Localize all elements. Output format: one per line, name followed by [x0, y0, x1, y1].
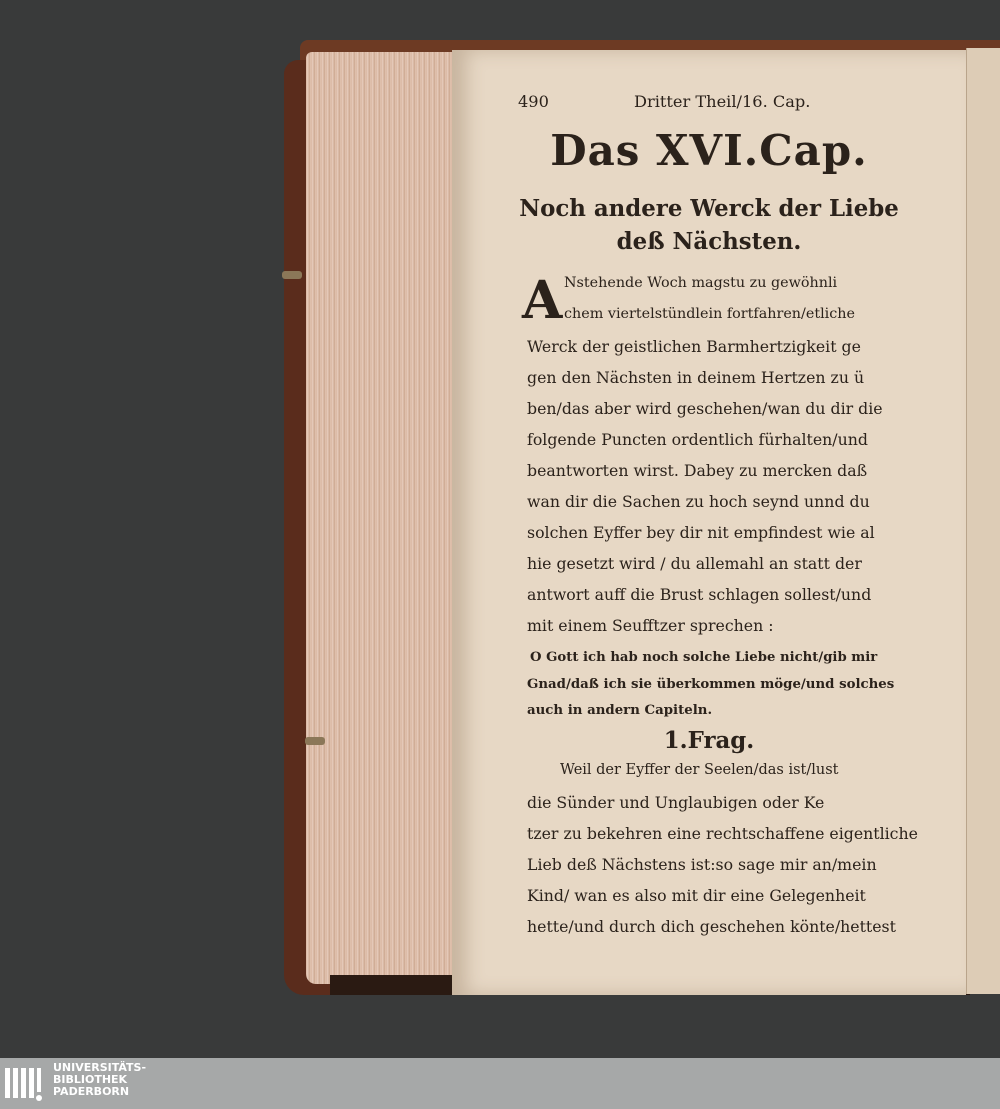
body-line: gen den Nächsten in deinem Hertzen zu ü — [527, 368, 865, 387]
question-line: Lieb deß Nächstens ist:so sage mir an/mein — [527, 855, 877, 874]
prayer-line: Gnad/daß ich sie überkommen möge/und solches — [527, 676, 895, 692]
question-line: tzer zu bekehren eine rechtschaffene eigentliche — [527, 824, 918, 843]
body-line: folgende Puncten ordentlich fürhalten/und — [527, 430, 868, 449]
section-heading: 1.Frag. — [663, 728, 755, 754]
question-line: Weil der Eyffer der Seelen/das ist/lust — [560, 762, 839, 778]
clasp-pin-icon — [305, 737, 325, 745]
subtitle-line: Noch andere Werck der Liebe — [519, 196, 899, 222]
subtitle-line: deß Nächsten. — [616, 229, 802, 255]
book-page — [452, 50, 966, 995]
question-line: die Sünder und Unglaubigen oder Ke — [527, 793, 825, 812]
page-edges — [306, 52, 454, 984]
chapter-title: Das XVI.Cap. — [550, 126, 868, 175]
body-line: hie gesetzt wird / du allemahl an statt der — [527, 554, 862, 573]
body-line: wan dir die Sachen zu hoch seynd unnd du — [527, 492, 870, 511]
library-logo-icon — [2, 1062, 44, 1106]
drop-cap: A — [522, 270, 563, 331]
body-line: beantworten wirst. Dabey zu mercken daß — [527, 461, 868, 480]
library-footer — [0, 1058, 1000, 1109]
body-line: ben/das aber wird geschehen/wan du dir die — [527, 399, 883, 418]
clasp-pin-icon — [282, 271, 302, 279]
body-line: Nstehende Woch magstu zu gewöhnli — [564, 275, 838, 291]
body-line: Werck der geistlichen Barmhertzigkeit ge — [527, 337, 861, 356]
logo-line: BIBLIOTHEK — [53, 1073, 128, 1086]
logo-line: UNIVERSITÄTS- — [53, 1061, 147, 1074]
prayer-line: O Gott ich hab noch solche Liebe nicht/gib mir — [530, 650, 878, 665]
logo-line: PADERBORN — [53, 1085, 130, 1098]
body-line: antwort auff die Brust schlagen sollest/und — [527, 585, 872, 604]
prayer-line: auch in andern Capiteln. — [527, 702, 713, 718]
library-logo-text — [53, 1062, 146, 1098]
body-line: solchen Eyffer bey dir nit empfindest wie al — [527, 523, 875, 542]
body-line: chem viertelstündlein fortfahren/etliche — [564, 306, 855, 322]
body-line: mit einem Seufftzer sprechen : — [527, 616, 774, 635]
next-page-edge — [966, 48, 1000, 994]
running-head: Dritter Theil/16. Cap. — [634, 92, 811, 111]
question-line: Kind/ wan es also mit dir eine Gelegenheit — [527, 886, 866, 905]
page-number: 490 — [518, 92, 549, 111]
question-line: hette/und durch dich geschehen könte/hettest — [527, 917, 896, 936]
